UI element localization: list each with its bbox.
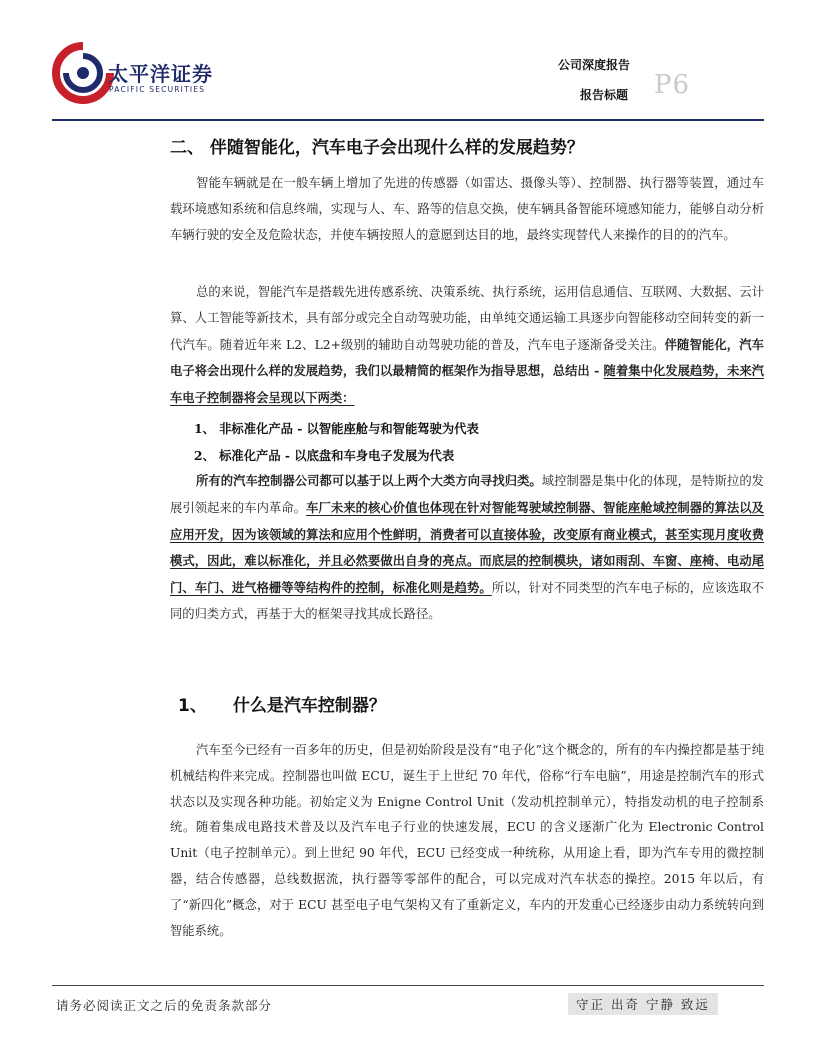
paragraph-text: 域控制器是集中化的体现，是特斯拉的发展引领起来的车内革命。 [170,474,764,515]
footer-divider [52,985,764,986]
footer-motto: 守正 出奇 宁静 致远 [568,993,718,1015]
subsection-heading [178,691,386,716]
header-divider [52,119,764,121]
footer-disclaimer: 请务必阅读正文之后的免责条款部分 [56,998,273,1013]
paragraph-intelligent-vehicle [170,171,764,248]
paragraph-key-conclusion: 随着集中化发展趋势，未来汽车电子控制器将会呈现以下两类： [170,363,764,406]
paragraph-bold-text: 所有的汽车控制器公司都可以基于以上两个大类方向寻找归类。 [196,473,542,488]
report-type: 公司深度报告 [558,58,631,72]
paragraph-text: 汽车至今已经有一百多年的历史，但是初始阶段是没有“电子化”这个概念的，所有的车内操控都是基于纯机械结构件来完成。控制器也叫做 ECU，诞生于上世纪 70 年代，俗称“行车电脑”，用途是控制汽车的形式状态以及实现各种功能。初始定义为 Enigne Control Unit（发动机控制单元），特指发动机的电子控制系统。随着集成电路技术普及以及汽车电子行业的快速发展，ECU 的含义逐渐广化为 Electronic Control Unit（电子控制单元）。到上世纪 90 年代，ECU 已经变成一种统称，从用途上看，即为汽车专用的微控制器，结合传感器，总线数据流，执行器等零部件的配合，可以完成对汽车状态的操控。2015 年以后，有了“新四化”概念，对于 ECU 甚至电子电气架构又有了重新定义，车内的开发重心已经逐步由动力系统转向到智能系统。 [170,743,764,938]
paragraph-text: 所以，针对不同类型的汽车电子标的，应该选取不同的归类方式，再基于大的框架寻找其成长路径。 [170,581,764,621]
subsection-number: 1、 [178,696,207,716]
list-item-non-standard: 1、 非标准化产品 - 以智能座舱与和智能驾驶为代表 [194,421,479,436]
subsection-title: 什么是汽车控制器？ [232,696,386,716]
pacific-securities-logo-icon [52,42,114,104]
paragraph-ecu-history [170,738,764,944]
logo-chinese-name: 太平洋证券 [108,62,213,86]
section-heading: 二、 伴随智能化，汽车电子会出现什么样的发展趋势？ [170,138,584,158]
company-logo [52,42,222,108]
page-number: P6 [654,70,691,100]
paragraph-text: 总的来说，智能汽车是搭载先进传感系统、决策系统、执行系统，运用信息通信、互联网、大数据、云计算、人工智能等新技术，具有部分或完全自动驾驶功能，由单纯交通运输工具逐步向智能移动空间转变的新一代汽车。随着近年来 L2、L2+级别的辅助自动驾驶功能的普及，汽车电子逐渐备受关注。 [170,285,764,352]
paragraph-key-conclusion: 车厂未来的核心价值也体现在针对智能驾驶域控制器、智能座舱域控制器的算法以及应用开发，因为该领域的算法和应用个性鲜明，消费者可以直接体验，改变原有商业模式，甚至实现月度收费模式，因此，难以标准化，并且必然要做出自身的亮点。而底层的控制模块，诸如雨刮、车窗、座椅、电动尾门、车门、进气格栅等等结构件的控制，标准化则是趋势。 [170,499,764,596]
paragraph-text: 智能车辆就是在一般车辆上增加了先进的传感器（如雷达、摄像头等）、控制器、执行器等装置，通过车载环境感知系统和信息终端，实现与人、车、路等的信息交换，使车辆具备智能环境感知能力，能够自动分析车辆行驶的安全及危险状态，并使车辆按照人的意愿到达目的地，最终实现替代人来操作的目的的汽车。 [170,176,764,242]
paragraph-controller-classification [170,468,764,628]
paragraph-bold-text: 伴随智能化，汽车电子将会出现什么样的发展趋势，我们以最精简的框架作为指导思想，总结出 - [170,336,764,379]
list-item-standard: 2、 标准化产品 - 以底盘和车身电子发展为代表 [194,448,455,463]
paragraph-smart-car-summary [170,280,764,412]
report-title: 报告标题 [580,88,629,102]
logo-english-name: PACIFIC SECURITIES [109,85,206,94]
